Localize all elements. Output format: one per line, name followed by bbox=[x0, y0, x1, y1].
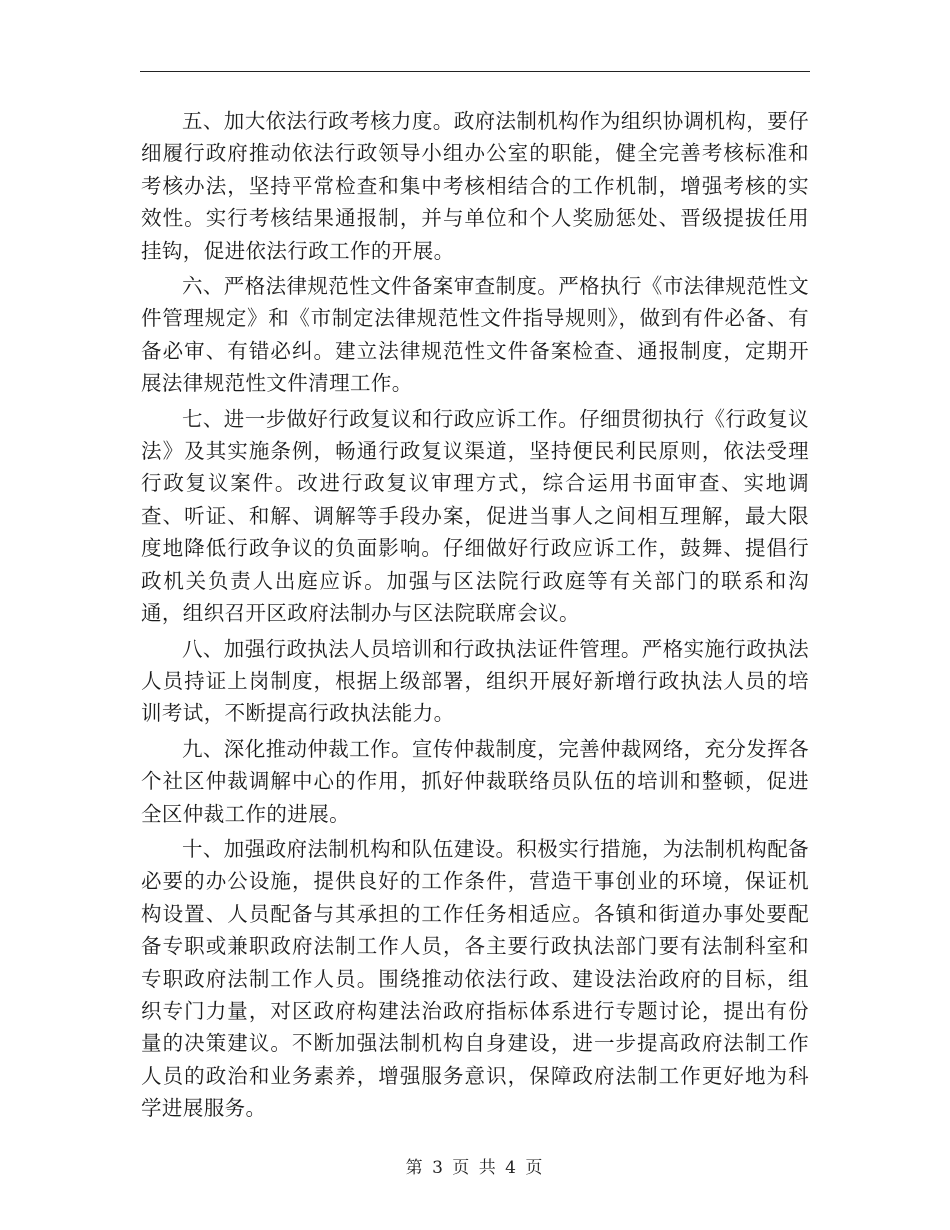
header-rule bbox=[140, 71, 810, 72]
paragraph-8: 八、加强行政执法人员培训和行政执法证件管理。严格实施行政执法人员持证上岗制度，根据上级部署，组织开展好新增行政执法人员的培训考试，不断提高行政执法能力。 bbox=[141, 636, 809, 726]
paragraph-6: 六、严格法律规范性文件备案审查制度。严格执行《市法律规范性文件管理规定》和《市制定法律规范性文件指导规则》，做到有件必备、有备必审、有错必纠。建立法律规范性文件备案检查、通报制度，定期开展法律规范性文件清理工作。 bbox=[141, 274, 809, 396]
paragraph-7: 七、进一步做好行政复议和行政应诉工作。仔细贯彻执行《行政复议法》及其实施条例，畅通行政复议渠道，坚持便民利民原则，依法受理行政复议案件。改进行政复议审理方式，综合运用书面审查、实地调查、听证、和解、调解等手段办案，促进当事人之间相互理解，最大限度地降低行政争议的负面影响。仔细做好行政应诉工作，鼓舞、提倡行政机关负责人出庭应诉。加强与区法院行政庭等有关部门的联系和沟通，组织召开区政府法制办与区法院联席会议。 bbox=[141, 406, 809, 626]
page-number: 第 3 页 共 4 页 bbox=[405, 1158, 545, 1178]
paragraph-5: 五、加大依法行政考核力度。政府法制机构作为组织协调机构，要仔细履行政府推动依法行政领导小组办公室的职能，健全完善考核标准和考核办法，坚持平常检查和集中考核相结合的工作机制，增强考核的实效性。实行考核结果通报制，并与单位和个人奖励惩处、晋级提拔任用挂钩，促进依法行政工作的开展。 bbox=[141, 109, 809, 263]
paragraph-9: 九、深化推动仲裁工作。宣传仲裁制度，完善仲裁网络，充分发挥各个社区仲裁调解中心的作用，抓好仲裁联络员队伍的培训和整顿，促进全区仲裁工作的进展。 bbox=[141, 736, 809, 826]
document-body bbox=[141, 105, 809, 1125]
paragraph-10: 十、加强政府法制机构和队伍建设。积极实行措施，为法制机构配备必要的办公设施，提供良好的工作条件，营造干事创业的环境，保证机构设置、人员配备与其承担的工作任务相适应。各镇和街道办事处要配备专职或兼职政府法制工作人员，各主要行政执法部门要有法制科室和专职政府法制工作人员。围绕推动依法行政、建设法治政府的目标，组织专门力量，对区政府构建法治政府指标体系进行专题讨论，提出有份量的决策建议。不断加强法制机构自身建设，进一步提高政府法制工作人员的政治和业务素养，增强服务意识，保障政府法制工作更好地为科学进展服务。 bbox=[141, 836, 809, 1121]
